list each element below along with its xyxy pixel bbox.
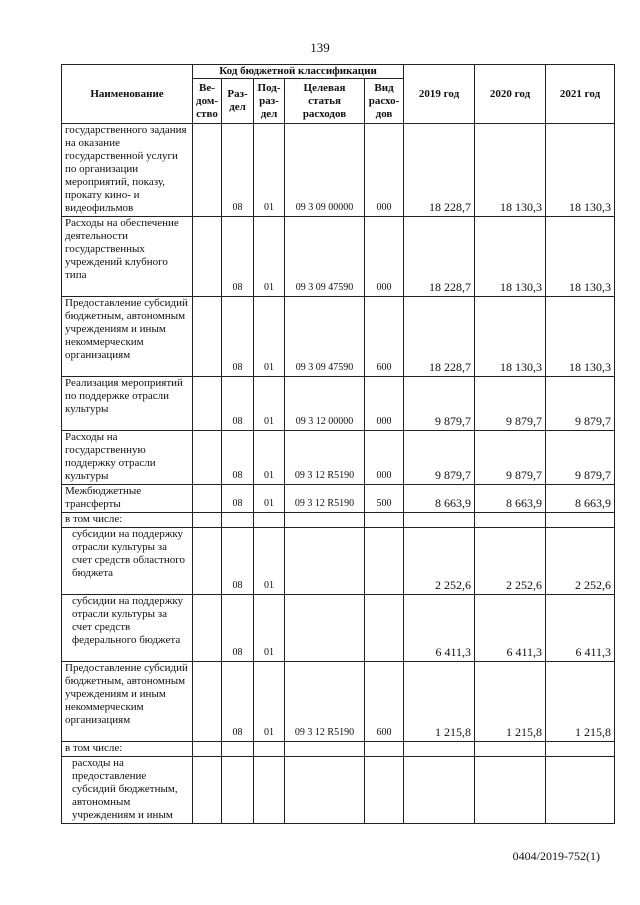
row-razdel: 08 [222,217,254,297]
row-name: в том числе: [62,513,193,528]
row-target-article: 09 3 12 R5190 [285,485,365,513]
header-code-group: Код бюджетной классификации [193,65,404,79]
table-row [62,742,615,757]
header-2021: 2021 год [546,65,615,124]
row-podrazdel: 01 [254,595,285,662]
row-ved [193,485,222,513]
row-razdel: 08 [222,377,254,431]
row-2020: 18 130,3 [475,124,546,217]
row-2019 [404,757,475,824]
row-2019: 9 879,7 [404,377,475,431]
row-razdel [222,513,254,528]
table-row [62,124,615,217]
row-razdel: 08 [222,528,254,595]
row-ved [193,297,222,377]
row-name: Предоставление субсидий бюджетным, автономным учреждениям и иным некоммерческим организациям [62,662,193,742]
row-razdel [222,757,254,824]
row-2019: 1 215,8 [404,662,475,742]
row-expense-type [365,528,404,595]
row-2019 [404,742,475,757]
row-2020: 9 879,7 [475,431,546,485]
row-2019 [404,513,475,528]
row-razdel [222,742,254,757]
row-ved [193,742,222,757]
row-2021: 2 252,6 [546,528,615,595]
row-podrazdel [254,742,285,757]
row-2019: 2 252,6 [404,528,475,595]
row-ved [193,757,222,824]
row-target-article: 09 3 12 R5190 [285,431,365,485]
row-podrazdel: 01 [254,217,285,297]
row-name: субсидии на поддержку отрасли культуры за счет средств федерального бюджета [62,595,193,662]
row-target-article [285,757,365,824]
header-2019: 2019 год [404,65,475,124]
row-2019: 9 879,7 [404,431,475,485]
row-name: Реализация мероприятий по поддержке отрасли культуры [62,377,193,431]
row-expense-type: 000 [365,217,404,297]
table-row [62,595,615,662]
row-2020: 18 130,3 [475,217,546,297]
row-name: Предоставление субсидий бюджетным, автономным учреждениям и иным некоммерческим организациям [62,297,193,377]
row-2021: 9 879,7 [546,377,615,431]
budget-table [61,64,615,824]
row-ved [193,124,222,217]
row-podrazdel [254,757,285,824]
table-row [62,217,615,297]
row-razdel: 08 [222,124,254,217]
row-2021: 1 215,8 [546,662,615,742]
row-target-article: 09 3 09 47590 [285,217,365,297]
header-ved: Ве-дом-ство [193,79,222,124]
page-number: 139 [310,40,330,55]
row-2019: 18 228,7 [404,217,475,297]
row-ved [193,377,222,431]
header-expense-type: Вид расхо-дов [365,79,404,124]
row-ved [193,431,222,485]
table-row [62,662,615,742]
row-expense-type [365,595,404,662]
row-target-article [285,528,365,595]
row-target-article: 09 3 09 47590 [285,297,365,377]
row-2019: 18 228,7 [404,124,475,217]
row-2020: 1 215,8 [475,662,546,742]
row-2020 [475,742,546,757]
row-2019: 18 228,7 [404,297,475,377]
row-2020: 2 252,6 [475,528,546,595]
row-razdel: 08 [222,431,254,485]
row-2020: 6 411,3 [475,595,546,662]
row-name: Расходы на государственную поддержку отрасли культуры [62,431,193,485]
row-2019: 6 411,3 [404,595,475,662]
row-target-article [285,595,365,662]
table-row [62,513,615,528]
row-2020: 8 663,9 [475,485,546,513]
row-razdel: 08 [222,297,254,377]
header-razdel: Раз-дел [222,79,254,124]
row-expense-type: 600 [365,662,404,742]
row-podrazdel: 01 [254,377,285,431]
row-2021: 6 411,3 [546,595,615,662]
row-podrazdel: 01 [254,662,285,742]
row-podrazdel [254,513,285,528]
row-podrazdel: 01 [254,431,285,485]
row-name: государственного задания на оказание государственной услуги по организации мероприятий, показу, прокату кино- и видеофильмов [62,124,193,217]
header-2020: 2020 год [475,65,546,124]
row-name: Расходы на обеспечение деятельности государственных учреждений клубного типа [62,217,193,297]
table-row [62,377,615,431]
row-expense-type [365,742,404,757]
row-2021: 18 130,3 [546,297,615,377]
row-razdel: 08 [222,595,254,662]
table-row [62,297,615,377]
row-target-article [285,513,365,528]
row-ved [193,528,222,595]
header-podrazdel: Под-раз-дел [254,79,285,124]
row-expense-type [365,513,404,528]
row-podrazdel: 01 [254,297,285,377]
row-target-article [285,742,365,757]
row-2020: 18 130,3 [475,297,546,377]
row-podrazdel: 01 [254,528,285,595]
row-podrazdel: 01 [254,124,285,217]
row-expense-type: 000 [365,431,404,485]
row-2019: 8 663,9 [404,485,475,513]
header-name: Наименование [62,65,193,124]
table-row [62,485,615,513]
row-expense-type: 600 [365,297,404,377]
document-number: 0404/2019-752(1) [512,849,600,863]
row-target-article: 09 3 12 00000 [285,377,365,431]
row-name: расходы на предоставление субсидий бюджетным, автономным учреждениям и иным [62,757,193,824]
row-2021: 9 879,7 [546,431,615,485]
table-row [62,528,615,595]
table-row [62,757,615,824]
row-ved [193,595,222,662]
row-podrazdel: 01 [254,485,285,513]
row-target-article: 09 3 09 00000 [285,124,365,217]
row-razdel: 08 [222,485,254,513]
row-2020 [475,513,546,528]
row-2021 [546,513,615,528]
row-name: в том числе: [62,742,193,757]
row-2021: 18 130,3 [546,217,615,297]
row-2020: 9 879,7 [475,377,546,431]
row-name: Межбюджетные трансферты [62,485,193,513]
row-expense-type: 000 [365,377,404,431]
row-2020 [475,757,546,824]
row-expense-type [365,757,404,824]
row-ved [193,217,222,297]
row-2021: 18 130,3 [546,124,615,217]
row-expense-type: 000 [365,124,404,217]
row-expense-type: 500 [365,485,404,513]
row-2021 [546,742,615,757]
header-target-article: Целевая статья расходов [285,79,365,124]
row-ved [193,662,222,742]
row-2021: 8 663,9 [546,485,615,513]
row-ved [193,513,222,528]
row-2021 [546,757,615,824]
row-target-article: 09 3 12 R5190 [285,662,365,742]
table-row [62,431,615,485]
row-name: субсидии на поддержку отрасли культуры за счет средств областного бюджета [62,528,193,595]
row-razdel: 08 [222,662,254,742]
